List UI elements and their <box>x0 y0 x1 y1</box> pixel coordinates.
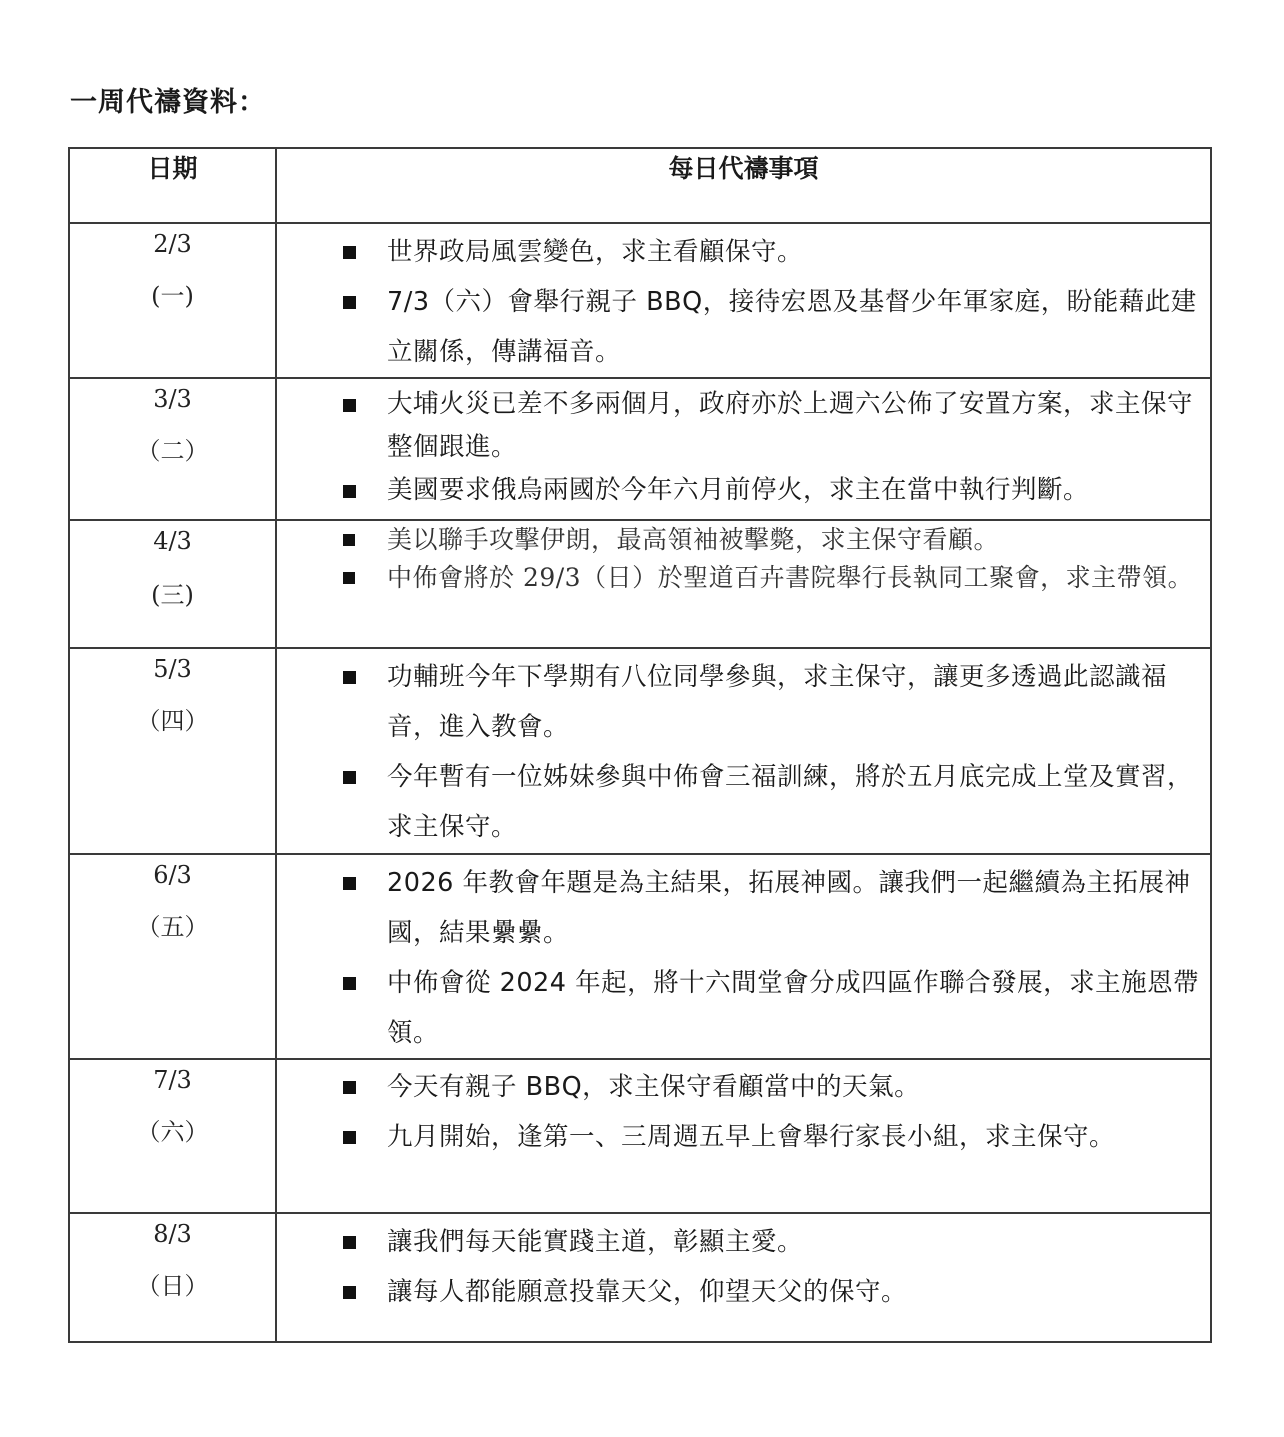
date-number: 5/3 <box>153 655 192 683</box>
list-item <box>333 752 1200 852</box>
weekday-label: （六） <box>136 1118 209 1146</box>
table-row <box>69 854 1211 1059</box>
square-bullet-icon <box>343 572 355 584</box>
items-cell <box>276 223 1211 378</box>
date-cell <box>69 1059 276 1213</box>
square-bullet-icon <box>343 1131 356 1144</box>
square-bullet-icon <box>343 534 355 546</box>
list-item <box>333 958 1200 1058</box>
square-bullet-icon <box>343 977 356 990</box>
list-item <box>333 559 1200 597</box>
prayer-item-text: 讓每人都能願意投靠天父，仰望天父的保守。 <box>387 1277 908 1307</box>
prayer-item-text: 大埔火災已差不多兩個月，政府亦於上週六公佈了安置方案，求主保守整個跟進。 <box>387 389 1194 462</box>
date-cell <box>69 520 276 648</box>
table-row <box>69 648 1211 854</box>
square-bullet-icon <box>343 771 356 784</box>
prayer-item-text: 中佈會從 2024 年起，將十六間堂會分成四區作聯合發展，求主施恩帶領。 <box>387 968 1200 1048</box>
square-bullet-icon <box>343 1286 356 1299</box>
square-bullet-icon <box>343 1236 356 1249</box>
items-cell <box>276 520 1211 648</box>
date-number: 2/3 <box>153 230 192 258</box>
weekday-label: (一) <box>151 282 194 310</box>
list-item <box>333 227 1200 277</box>
weekday-label: （四） <box>136 707 209 735</box>
items-cell <box>276 1213 1211 1342</box>
date-cell <box>69 378 276 520</box>
list-item <box>333 277 1200 377</box>
date-number: 4/3 <box>153 527 192 555</box>
prayer-item-text: 功輔班今年下學期有八位同學參與，求主保守，讓更多透過此認識福音，進入教會。 <box>387 662 1168 742</box>
items-cell <box>276 648 1211 854</box>
weekday-label: (三) <box>151 581 194 609</box>
prayer-table <box>68 147 1212 1343</box>
list-item <box>333 469 1200 512</box>
date-number: 8/3 <box>153 1220 192 1248</box>
square-bullet-icon <box>343 246 356 259</box>
square-bullet-icon <box>343 399 356 412</box>
date-cell <box>69 223 276 378</box>
prayer-item-text: 中佈會將於 29/3（日）於聖道百卉書院舉行長執同工聚會，求主帶領。 <box>387 563 1194 592</box>
items-cell <box>276 378 1211 520</box>
table-row <box>69 378 1211 520</box>
header-items: 每日代禱事項 <box>276 148 1211 223</box>
table-row <box>69 223 1211 378</box>
list-item <box>333 858 1200 958</box>
prayer-item-text: 2026 年教會年題是為主結果，拓展神國。讓我們一起繼續為主拓展神國，結果纍纍。 <box>387 868 1191 948</box>
square-bullet-icon <box>343 296 356 309</box>
items-cell <box>276 1059 1211 1213</box>
page-title: 一周代禱資料： <box>70 87 266 118</box>
prayer-item-text: 今年暫有一位姊妹參與中佈會三福訓練，將於五月底完成上堂及實習，求主保守。 <box>387 762 1194 842</box>
list-item <box>333 383 1200 469</box>
weekday-label: （日） <box>136 1272 209 1300</box>
weekday-label: （二） <box>136 437 209 465</box>
header-date: 日期 <box>69 148 276 223</box>
date-number: 3/3 <box>153 385 192 413</box>
list-item <box>333 1112 1200 1162</box>
square-bullet-icon <box>343 671 356 684</box>
list-item <box>333 1267 1200 1317</box>
prayer-item-text: 7/3（六）會舉行親子 BBQ，接待宏恩及基督少年軍家庭，盼能藉此建立關係，傳講福音。 <box>387 287 1197 367</box>
prayer-item-text: 九月開始，逢第一、三周週五早上會舉行家長小組，求主保守。 <box>387 1122 1116 1152</box>
weekday-label: （五） <box>136 913 209 941</box>
prayer-item-text: 世界政局風雲變色，求主看顧保守。 <box>387 237 804 267</box>
date-number: 6/3 <box>153 861 192 889</box>
prayer-item-text: 美國要求俄烏兩國於今年六月前停火，求主在當中執行判斷。 <box>387 475 1090 505</box>
items-cell <box>276 854 1211 1059</box>
prayer-item-text: 讓我們每天能實踐主道，彰顯主愛。 <box>387 1227 804 1257</box>
list-item <box>333 652 1200 752</box>
date-cell <box>69 648 276 854</box>
prayer-item-text: 美以聯手攻擊伊朗，最高領袖被擊斃，求主保守看顧。 <box>387 525 1000 554</box>
square-bullet-icon <box>343 1081 356 1094</box>
table-row <box>69 520 1211 648</box>
list-item <box>333 1062 1200 1112</box>
date-cell <box>69 1213 276 1342</box>
prayer-item-text: 今天有親子 BBQ，求主保守看顧當中的天氣。 <box>387 1072 921 1102</box>
date-cell <box>69 854 276 1059</box>
table-row <box>69 1213 1211 1342</box>
list-item <box>333 521 1200 559</box>
square-bullet-icon <box>343 877 356 890</box>
square-bullet-icon <box>343 485 356 498</box>
table-row <box>69 1059 1211 1213</box>
list-item <box>333 1217 1200 1267</box>
date-number: 7/3 <box>153 1066 192 1094</box>
